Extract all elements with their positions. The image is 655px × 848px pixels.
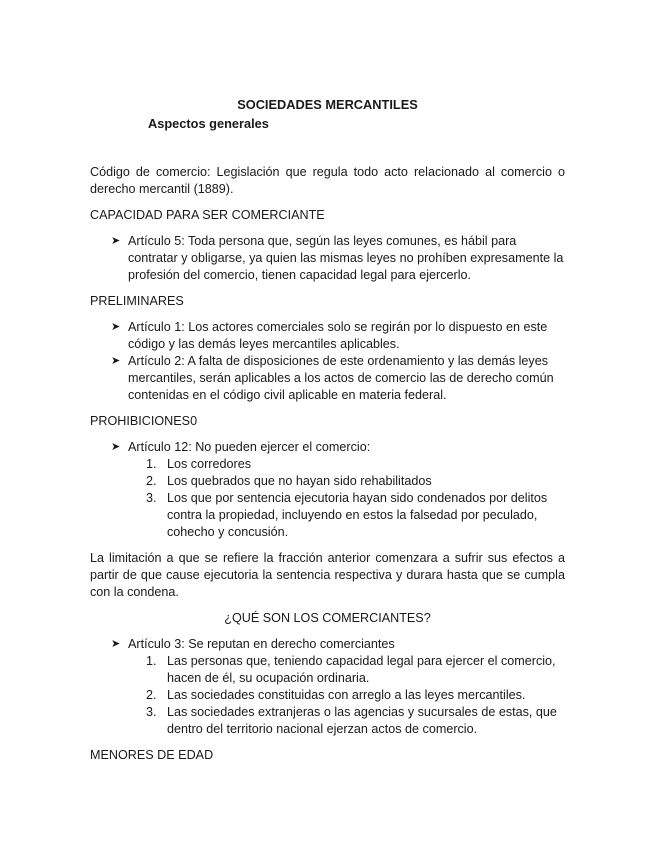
section-heading-prohibiciones: PROHIBICIONES0 (90, 414, 198, 428)
arrowhead-bullet-icon: ➤ (111, 638, 121, 650)
capacidad-list (90, 233, 565, 284)
limitation-paragraph: La limitación a que se refiere la fracción anterior comenzara a sufrir sus efectos a partir de que cause ejecutoria la sentencia respectiva y durara hasta que se cumpla con la condena. (90, 551, 565, 599)
arrowhead-bullet-icon: ➤ (111, 441, 121, 453)
list-item (90, 439, 565, 541)
list-item-text: Artículo 2: A falta de disposiciones de este ordenamiento y las demás leyes mercantiles, serán aplicables a los actos de comercio las de derecho común contenidas en el código civil aplicable en materia federal. (128, 354, 554, 402)
intro-paragraph: Código de comercio: Legislación que regula todo acto relacionado al comercio o derecho mercantil (1889). (90, 165, 565, 196)
list-item-text: Artículo 5: Toda persona que, según las leyes comunes, es hábil para contratar y obligarse, ya quien las mismas leyes no prohíben expresamente la profesión del comercio, tienen capacidad legal para ejercerlo. (128, 234, 564, 282)
numbered-item (128, 704, 565, 738)
comerciantes-numbered-list (128, 653, 565, 738)
numbered-item (128, 653, 565, 687)
list-item-text: Artículo 3: Se reputan en derecho comerciantes (128, 637, 395, 651)
numbered-item-text: Las sociedades constituidas con arreglo a las leyes mercantiles. (167, 688, 526, 702)
numbered-item-text: Las sociedades extranjeras o las agencias y sucursales de estas, que dentro del territorio nacional ejerzan actos de comercio. (167, 705, 557, 736)
arrowhead-bullet-icon: ➤ (111, 321, 121, 333)
item-number: 2. (146, 474, 157, 488)
prohibiciones-list (90, 439, 565, 541)
list-item (90, 233, 565, 284)
item-number: 2. (146, 688, 157, 702)
item-number: 3. (146, 491, 157, 505)
arrowhead-bullet-icon: ➤ (111, 355, 121, 367)
section-heading-preliminares: PRELIMINARES (90, 294, 184, 308)
item-number: 1. (146, 654, 157, 668)
section-heading-menores: MENORES DE EDAD (90, 748, 214, 762)
arrowhead-bullet-icon: ➤ (111, 235, 121, 247)
list-item-text: Artículo 12: No pueden ejercer el comercio: (128, 440, 371, 454)
document-page (90, 96, 565, 764)
list-item-text: Artículo 1: Los actores comerciales solo se regirán por lo dispuesto en este código y las demás leyes mercantiles aplicables. (128, 320, 548, 351)
prohibiciones-numbered-list (128, 456, 565, 541)
numbered-item (128, 687, 565, 704)
list-item (90, 319, 565, 353)
numbered-item (128, 473, 565, 490)
section-heading-capacidad: CAPACIDAD PARA SER COMERCIANTE (90, 208, 325, 222)
preliminares-list (90, 319, 565, 404)
item-number: 3. (146, 705, 157, 719)
numbered-item-text: Los que por sentencia ejecutoria hayan sido condenados por delitos contra la propiedad, incluyendo en estos la falsedad por peculado, cohecho y concusión. (167, 491, 548, 539)
numbered-item (128, 490, 565, 541)
comerciantes-list (90, 636, 565, 738)
section-heading-comerciantes: ¿QUÉ SON LOS COMERCIANTES? (224, 611, 431, 625)
list-item (90, 353, 565, 404)
numbered-item-text: Los quebrados que no hayan sido rehabilitados (167, 474, 432, 488)
numbered-item-text: Los corredores (167, 457, 251, 471)
item-number: 1. (146, 457, 157, 471)
numbered-item-text: Las personas que, teniendo capacidad legal para ejercer el comercio, hacen de él, su ocupación ordinaria. (167, 654, 556, 685)
document-title: SOCIEDADES MERCANTILES (237, 97, 418, 112)
document-subtitle: Aspectos generales (148, 116, 269, 131)
numbered-item (128, 456, 565, 473)
list-item (90, 636, 565, 738)
